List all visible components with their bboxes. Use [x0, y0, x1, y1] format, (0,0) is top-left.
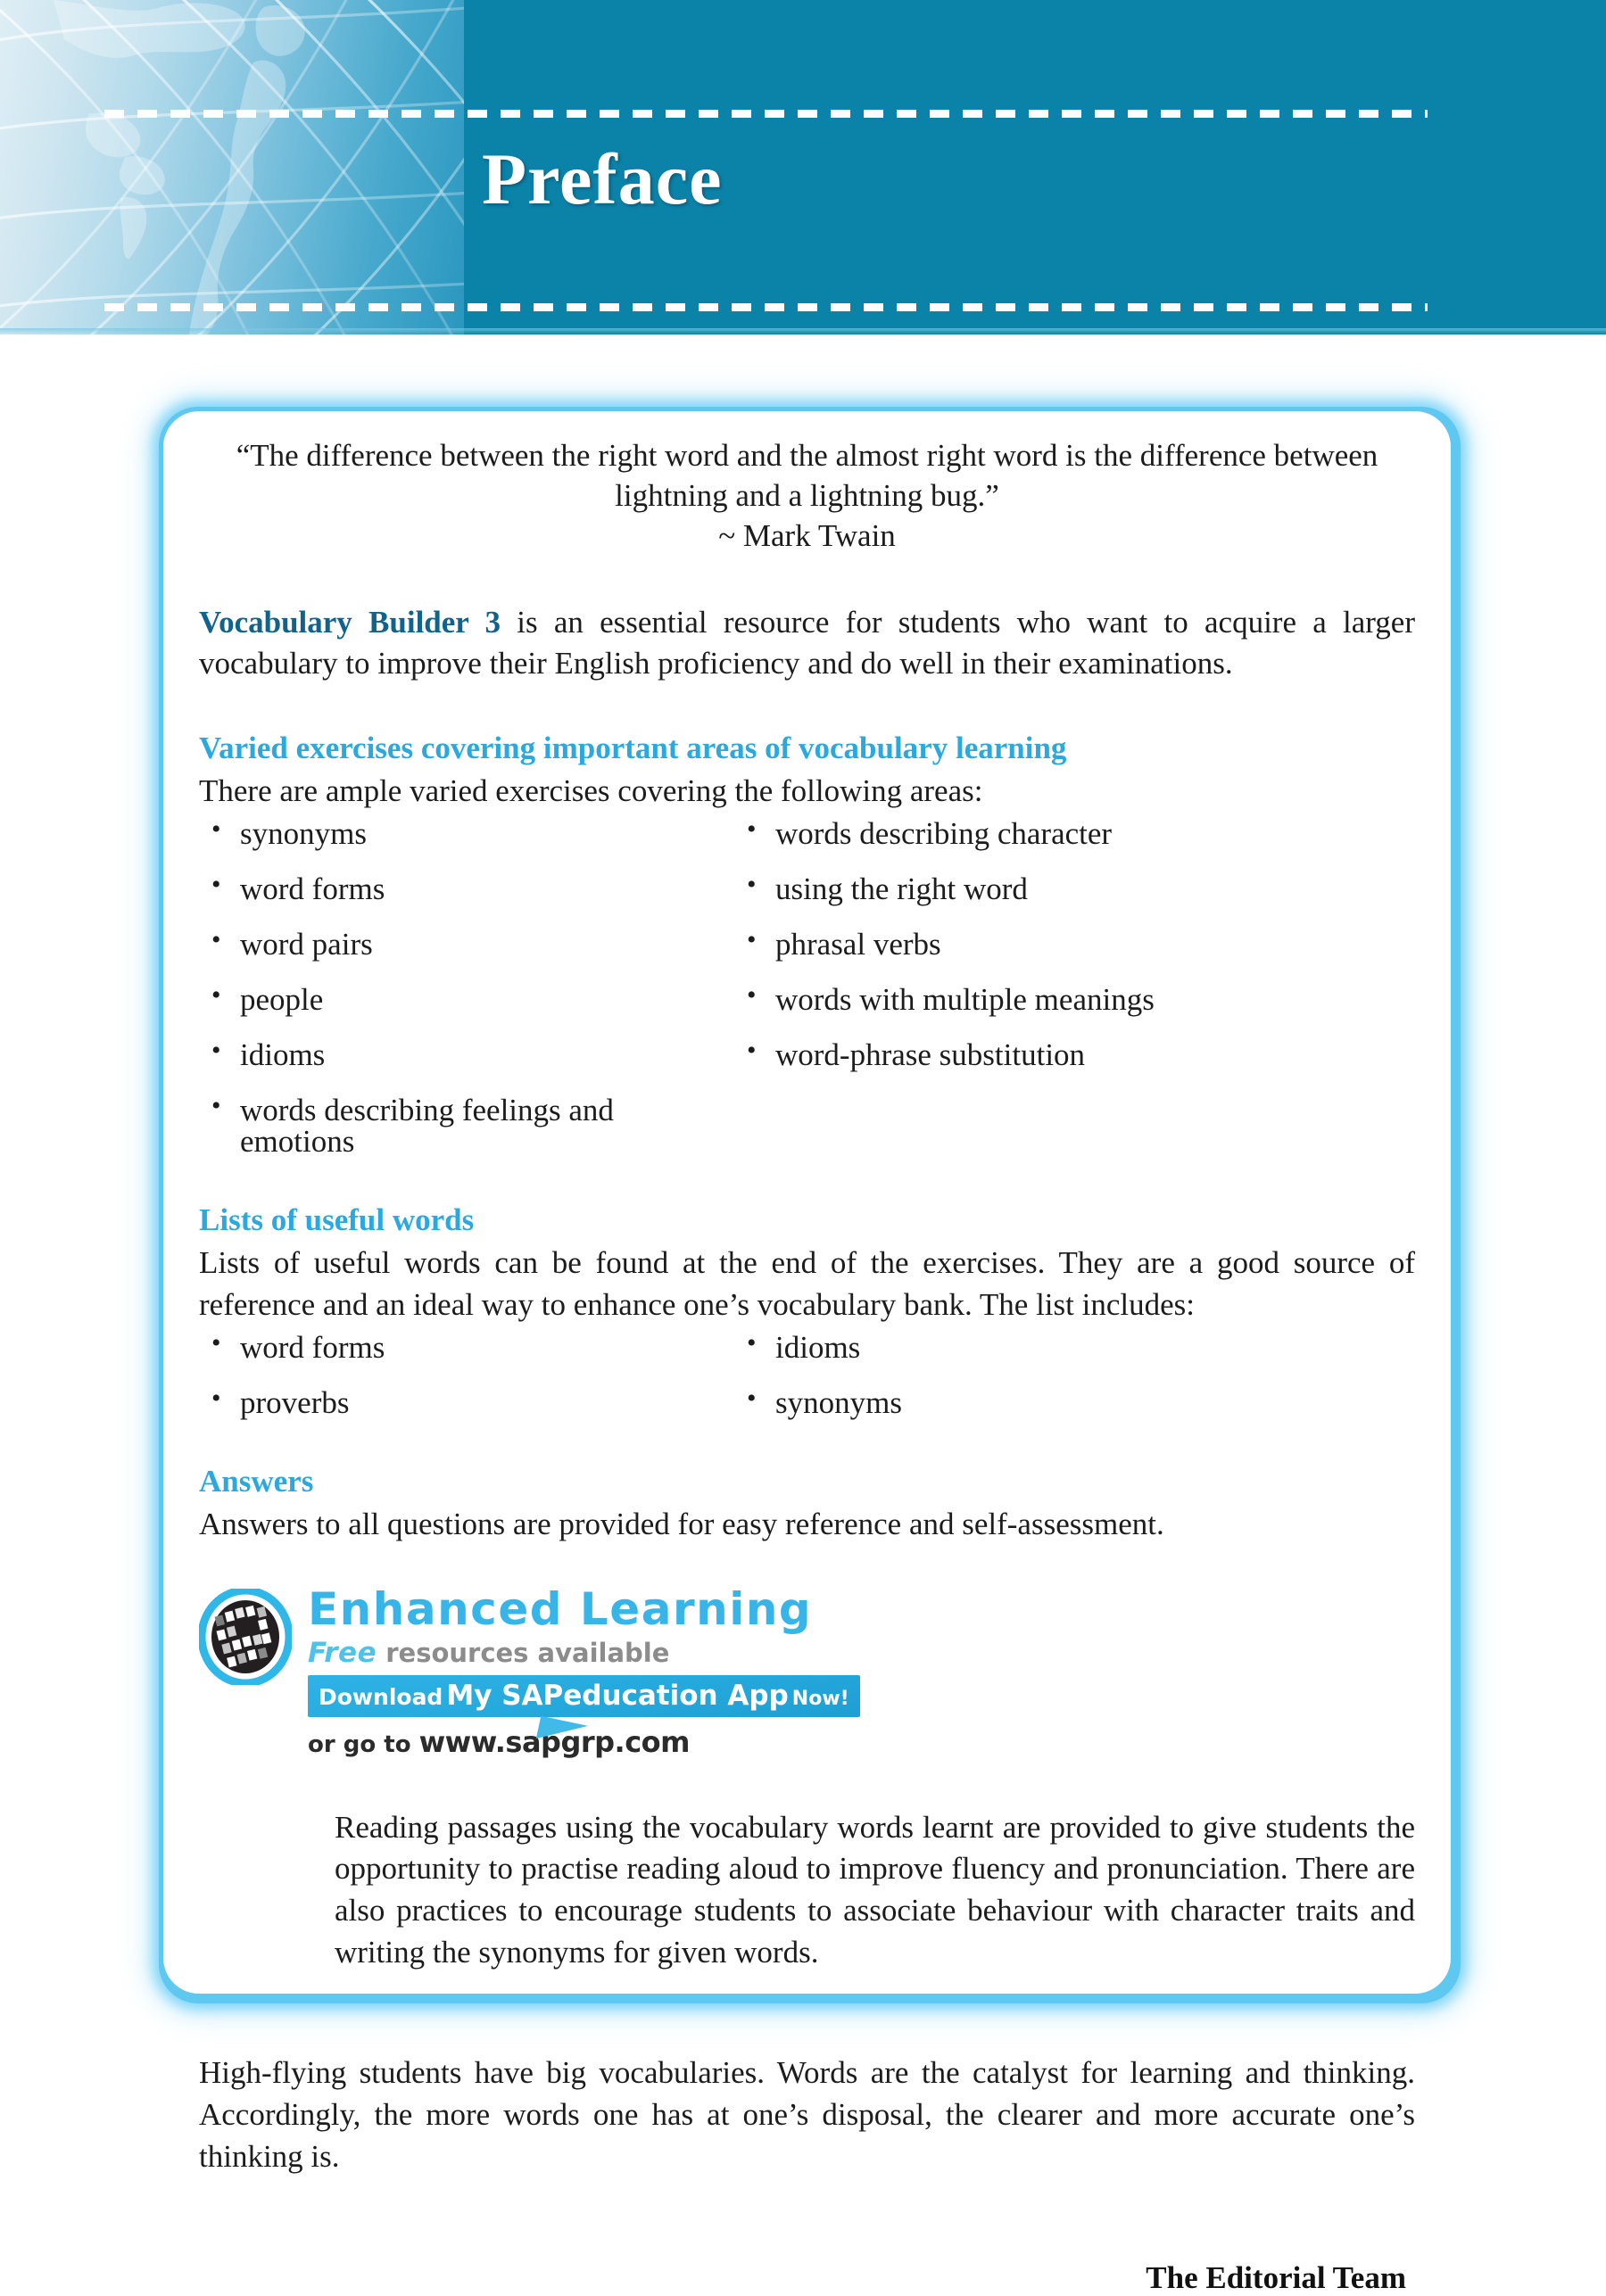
enhanced-learning-title: Enhanced Learning: [308, 1582, 813, 1635]
bullet-list-right-lists: [734, 1332, 1359, 1442]
enhanced-learning-circle-logo: [199, 1589, 292, 1685]
enhanced-learning-subtitle: [308, 1636, 860, 1669]
bullet-columns-varied-exercises: [199, 816, 1415, 1160]
enhanced-learning-text: [308, 1582, 860, 1759]
enhanced-learning-block: [199, 1582, 1415, 1970]
signature: The Editorial Team: [1146, 2259, 1406, 2295]
resources-available-label: resources available: [385, 1637, 670, 1668]
list-item: • phrasal verbs: [734, 929, 1359, 960]
quote-attribution: ~ Mark Twain: [718, 517, 896, 553]
bullet-list-left-lists: [199, 1330, 734, 1421]
list-item: • using the right word: [734, 873, 1359, 904]
now-label: Now!: [791, 1687, 849, 1710]
list-item: • idioms: [734, 1332, 1359, 1363]
header-underline: [0, 328, 1606, 334]
free-label: Free: [308, 1636, 377, 1669]
quote-block: [199, 436, 1415, 554]
list-item: • word forms: [199, 1332, 734, 1363]
closing-paragraph: High-flying students have big vocabularies. Words are the catalyst for learning and thinking. Accordingly, the more words one has at one’s disposal, the clearer and more accurate one’s thinking is.: [199, 2054, 1415, 2174]
list-item: • proverbs: [199, 1387, 734, 1418]
section-lead-answers: Answers to all questions are provided for easy reference and self-assessment.: [199, 1507, 1164, 1542]
header-dashed-rule-bottom: [104, 303, 1428, 311]
intro-paragraph-text: is an essential resource for students who want to acquire a larger vocabulary to improve their English proficiency and do well in their examinations.: [199, 604, 1416, 681]
section-varied-exercises: [199, 730, 1415, 1160]
list-item: • synonyms: [199, 818, 734, 849]
section-heading-answers: Answers: [199, 1464, 314, 1499]
list-item: • words describing character: [734, 818, 1359, 849]
goto-prefix-label: or go to: [308, 1730, 419, 1758]
list-item: • word-phrase substitution: [734, 1039, 1359, 1070]
list-item: • people: [199, 984, 734, 1015]
section-lead-varied-exercises: There are ample varied exercises covering the following areas:: [199, 773, 983, 809]
page-header-banner: [0, 0, 1606, 334]
website-url[interactable]: www.sapgrp.com: [418, 1724, 690, 1759]
bullet-list-left-varied: [199, 816, 734, 1160]
list-item: • words describing feelings and emotions: [199, 1094, 734, 1157]
quote-line-1: “The difference between the right word and the almost right word is the difference between: [236, 438, 1378, 473]
globe-map-graphic: [0, 0, 464, 334]
quote-line-2: lightning and a lightning bug.”: [615, 477, 999, 513]
list-item: • synonyms: [734, 1387, 1359, 1418]
section-lead-lists-of-useful-words: Lists of useful words can be found at the end of the exercises. They are a good source of reference and an ideal way to enhance one’s vocabulary bank. The list includes:: [199, 1245, 1415, 1323]
section-heading-lists-of-useful-words: Lists of useful words: [199, 1202, 475, 1238]
section-heading-varied-exercises: Varied exercises covering important areas of vocabulary learning: [199, 731, 1067, 766]
bullet-columns-lists: [199, 1330, 1415, 1421]
page-title: Preface: [482, 138, 723, 219]
download-app-banner[interactable]: [308, 1675, 860, 1717]
section-lists-of-useful-words: [199, 1202, 1415, 1421]
book-title: Vocabulary Builder 3: [199, 604, 501, 640]
enhanced-learning-paragraph: Reading passages using the vocabulary words learnt are provided to give students the opportunity to practise reading aloud to improve fluency and pronunciation. There are also practices to encourage students to associate behaviour with character traits and writing the synonyms for given words.: [335, 1809, 1415, 1970]
content-card: [163, 411, 1451, 2295]
bullet-list-right-varied: [734, 818, 1359, 1094]
list-item: • words with multiple meanings: [734, 984, 1359, 1015]
list-item: • word pairs: [199, 929, 734, 960]
section-answers: [199, 1463, 1415, 1546]
app-name-label: My SAPeducation App: [446, 1679, 789, 1712]
intro-paragraph: [199, 602, 1415, 686]
list-item: • word forms: [199, 873, 734, 904]
download-label: Download: [319, 1683, 443, 1710]
list-item: • idioms: [199, 1039, 734, 1070]
header-dashed-rule-top: [104, 110, 1428, 118]
